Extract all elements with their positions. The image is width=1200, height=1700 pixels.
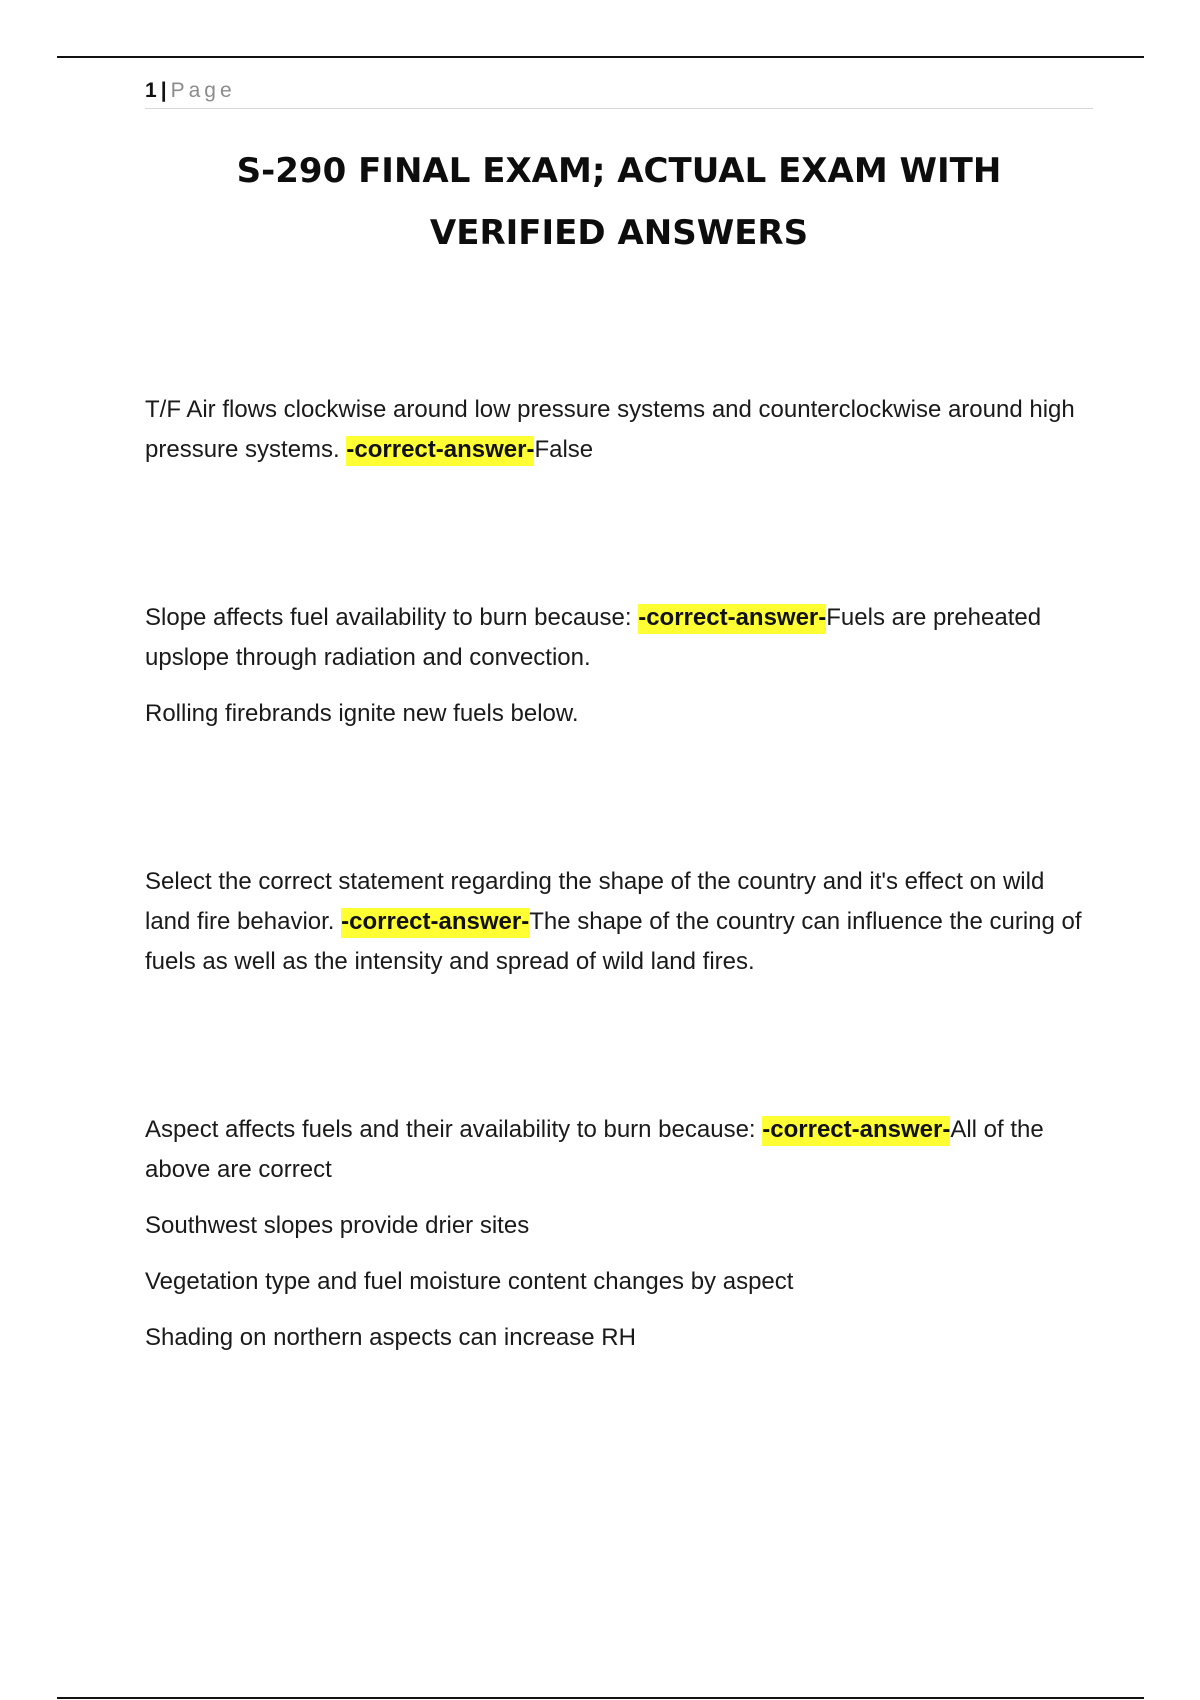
question-3 xyxy=(145,862,1093,982)
top-rule xyxy=(57,56,1144,58)
question-block-2 xyxy=(145,598,1093,750)
question-3-text: Select the correct statement regarding the shape of the country and it's effect on wild land fire behavior. xyxy=(145,868,1045,935)
bottom-rule xyxy=(57,1697,1144,1699)
answer-4-extra-3: Shading on northern aspects can increase RH xyxy=(145,1324,636,1351)
title-line-2: VERIFIED ANSWERS xyxy=(429,213,809,253)
answer-2-text: Fuels are preheated upslope through radiation and convection. xyxy=(145,604,1042,671)
document-title xyxy=(145,140,1093,264)
question-block-1 xyxy=(145,390,1093,486)
question-4-text: Aspect affects fuels and their availability to burn because: xyxy=(145,1116,756,1143)
question-2 xyxy=(145,598,1093,678)
page-separator: | xyxy=(160,79,167,102)
page-number: 1 xyxy=(145,79,157,102)
question-1 xyxy=(145,390,1093,470)
correct-answer-marker: -correct-answer- xyxy=(346,436,534,466)
title-line-1: S-290 FINAL EXAM; ACTUAL EXAM WITH xyxy=(236,151,1002,191)
question-4 xyxy=(145,1110,1093,1190)
correct-answer-marker: -correct-answer- xyxy=(341,908,529,938)
answer-4-extra-1: Southwest slopes provide drier sites xyxy=(145,1212,530,1239)
answer-1-text: False xyxy=(534,436,594,463)
question-2-text: Slope affects fuel availability to burn because: xyxy=(145,604,632,631)
correct-answer-marker: -correct-answer- xyxy=(638,604,826,634)
answer-2-extra-1: Rolling firebrands ignite new fuels below. xyxy=(145,700,579,727)
question-block-4 xyxy=(145,1110,1093,1374)
answer-3-text: The shape of the country can influence the curing of fuels as well as the intensity and spread of wild land fires. xyxy=(145,908,1082,975)
question-1-text: T/F Air flows clockwise around low pressure systems and counterclockwise around high pressure systems. xyxy=(145,396,1075,463)
answer-4-extra-2: Vegetation type and fuel moisture content changes by aspect xyxy=(145,1268,794,1295)
page-header xyxy=(145,74,1093,109)
page-label: Page xyxy=(170,79,236,102)
answer-4-text: All of the above are correct xyxy=(145,1116,1044,1183)
correct-answer-marker: -correct-answer- xyxy=(762,1116,950,1146)
question-block-3 xyxy=(145,862,1093,998)
